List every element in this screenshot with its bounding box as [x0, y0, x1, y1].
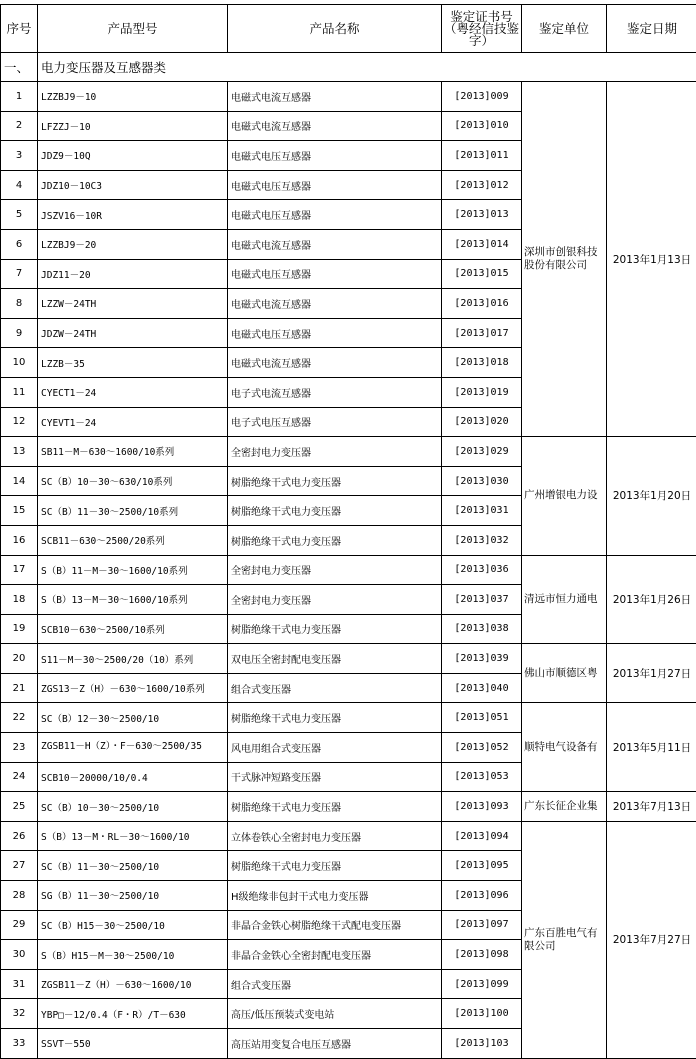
row-model: SC（B）H15－30～2500/10 [38, 910, 228, 940]
category-row [1, 53, 696, 82]
row-seq: 32 [1, 999, 38, 1029]
row-cert-number: [2013]053 [442, 762, 522, 792]
row-model: S（B）H15－M－30～2500/10 [38, 940, 228, 970]
row-cert-number: [2013]031 [442, 496, 522, 526]
row-model: ZGS13－Z（H）－630～1600/10系列 [38, 673, 228, 703]
row-seq: 10 [1, 348, 38, 378]
row-cert-number: [2013]016 [442, 289, 522, 319]
row-seq: 23 [1, 733, 38, 763]
row-product-name: 电磁式电压互感器 [228, 170, 442, 200]
row-seq: 33 [1, 1029, 38, 1059]
header-cert: 鉴定证书号（粤经信技鉴字） [442, 5, 522, 53]
row-model: SC（B）12－30～2500/10 [38, 703, 228, 733]
row-product-name: 电磁式电压互感器 [228, 259, 442, 289]
row-seq: 21 [1, 673, 38, 703]
header-seq: 序号 [1, 5, 38, 53]
row-seq: 28 [1, 881, 38, 911]
row-model: LZZW－24TH [38, 289, 228, 319]
row-model: S（B）13－M・RL－30～1600/10 [38, 821, 228, 851]
header-unit: 鉴定单位 [522, 5, 607, 53]
row-cert-number: [2013]032 [442, 525, 522, 555]
row-product-name: H级绝缘非包封干式电力变压器 [228, 881, 442, 911]
row-product-name: 电磁式电压互感器 [228, 200, 442, 230]
row-product-name: 树脂绝缘干式电力变压器 [228, 496, 442, 526]
row-cert-number: [2013]014 [442, 229, 522, 259]
row-cert-number: [2013]103 [442, 1029, 522, 1059]
row-product-name: 全密封电力变压器 [228, 555, 442, 585]
row-cert-number: [2013]012 [442, 170, 522, 200]
row-seq: 11 [1, 377, 38, 407]
row-cert-number: [2013]020 [442, 407, 522, 437]
row-product-name: 电磁式电流互感器 [228, 348, 442, 378]
row-model: JDZ11－20 [38, 259, 228, 289]
row-product-name: 组合式变压器 [228, 673, 442, 703]
table-row [1, 644, 696, 674]
category-number: 一、 [1, 53, 38, 82]
row-seq: 6 [1, 229, 38, 259]
row-appraisal-unit: 佛山市顺德区粤 [522, 644, 607, 703]
row-model: SC（B）10－30～2500/10 [38, 792, 228, 822]
row-seq: 2 [1, 111, 38, 141]
row-cert-number: [2013]098 [442, 940, 522, 970]
row-seq: 3 [1, 141, 38, 171]
row-cert-number: [2013]030 [442, 466, 522, 496]
row-cert-number: [2013]009 [442, 82, 522, 112]
row-seq: 9 [1, 318, 38, 348]
row-product-name: 双电压全密封配电变压器 [228, 644, 442, 674]
row-model: LZZB－35 [38, 348, 228, 378]
row-model: LZZBJ9－10 [38, 82, 228, 112]
row-product-name: 非晶合金铁心树脂绝缘干式配电变压器 [228, 910, 442, 940]
row-seq: 25 [1, 792, 38, 822]
row-appraisal-unit: 深圳市创银科技股份有限公司 [522, 82, 607, 437]
row-model: CYEVT1－24 [38, 407, 228, 437]
row-appraisal-unit: 广东百胜电气有限公司 [522, 821, 607, 1058]
row-seq: 1 [1, 82, 38, 112]
row-appraisal-date: 2013年1月20日 [607, 437, 696, 555]
category-title: 电力变压器及互感器类 [38, 53, 696, 82]
header-date: 鉴定日期 [607, 5, 696, 53]
row-seq: 8 [1, 289, 38, 319]
row-model: SCB10－630～2500/10系列 [38, 614, 228, 644]
row-appraisal-unit: 广东长征企业集 [522, 792, 607, 822]
row-cert-number: [2013]037 [442, 585, 522, 615]
row-model: ZGSB11－H（Z）・F－630～2500/35 [38, 733, 228, 763]
row-seq: 31 [1, 969, 38, 999]
row-cert-number: [2013]036 [442, 555, 522, 585]
row-product-name: 电磁式电流互感器 [228, 111, 442, 141]
row-seq: 13 [1, 437, 38, 467]
row-product-name: 树脂绝缘干式电力变压器 [228, 851, 442, 881]
table-row [1, 82, 696, 112]
header-model: 产品型号 [38, 5, 228, 53]
row-cert-number: [2013]015 [442, 259, 522, 289]
row-seq: 19 [1, 614, 38, 644]
row-appraisal-date: 2013年1月26日 [607, 555, 696, 644]
row-model: SCB11－630～2500/20系列 [38, 525, 228, 555]
row-model: SC（B）11－30～2500/10系列 [38, 496, 228, 526]
row-appraisal-date: 2013年1月27日 [607, 644, 696, 703]
row-product-name: 电子式电流互感器 [228, 377, 442, 407]
row-cert-number: [2013]040 [442, 673, 522, 703]
row-product-name: 组合式变压器 [228, 969, 442, 999]
row-product-name: 全密封电力变压器 [228, 585, 442, 615]
row-seq: 5 [1, 200, 38, 230]
row-model: SG（B）11－30～2500/10 [38, 881, 228, 911]
row-seq: 29 [1, 910, 38, 940]
row-product-name: 树脂绝缘干式电力变压器 [228, 525, 442, 555]
row-seq: 7 [1, 259, 38, 289]
row-product-name: 树脂绝缘干式电力变压器 [228, 792, 442, 822]
row-cert-number: [2013]017 [442, 318, 522, 348]
row-cert-number: [2013]051 [442, 703, 522, 733]
row-product-name: 电磁式电流互感器 [228, 289, 442, 319]
row-product-name: 干式脉冲短路变压器 [228, 762, 442, 792]
table-row [1, 792, 696, 822]
row-product-name: 全密封电力变压器 [228, 437, 442, 467]
row-cert-number: [2013]094 [442, 821, 522, 851]
row-seq: 30 [1, 940, 38, 970]
row-seq: 18 [1, 585, 38, 615]
row-cert-number: [2013]093 [442, 792, 522, 822]
row-cert-number: [2013]052 [442, 733, 522, 763]
row-cert-number: [2013]039 [442, 644, 522, 674]
row-seq: 24 [1, 762, 38, 792]
row-cert-number: [2013]019 [442, 377, 522, 407]
row-appraisal-date: 2013年1月13日 [607, 82, 696, 437]
row-product-name: 树脂绝缘干式电力变压器 [228, 466, 442, 496]
row-product-name: 立体卷铁心全密封电力变压器 [228, 821, 442, 851]
row-product-name: 高压/低压预装式变电站 [228, 999, 442, 1029]
row-cert-number: [2013]010 [442, 111, 522, 141]
row-model: SC（B）10－30～630/10系列 [38, 466, 228, 496]
row-product-name: 树脂绝缘干式电力变压器 [228, 614, 442, 644]
row-cert-number: [2013]013 [442, 200, 522, 230]
row-appraisal-unit: 广州增银电力设 [522, 437, 607, 555]
row-model: JDZW－24TH [38, 318, 228, 348]
row-seq: 17 [1, 555, 38, 585]
row-model: SC（B）11－30～2500/10 [38, 851, 228, 881]
table-row [1, 437, 696, 467]
row-appraisal-unit: 顺特电气设备有 [522, 703, 607, 792]
row-model: SSVT－550 [38, 1029, 228, 1059]
row-product-name: 电磁式电压互感器 [228, 318, 442, 348]
row-cert-number: [2013]011 [442, 141, 522, 171]
row-product-name: 非晶合金铁心全密封配电变压器 [228, 940, 442, 970]
row-product-name: 树脂绝缘干式电力变压器 [228, 703, 442, 733]
header-name: 产品名称 [228, 5, 442, 53]
row-product-name: 电子式电压互感器 [228, 407, 442, 437]
row-model: CYECT1－24 [38, 377, 228, 407]
row-seq: 14 [1, 466, 38, 496]
row-seq: 12 [1, 407, 38, 437]
row-model: JDZ9－10Q [38, 141, 228, 171]
table-row [1, 703, 696, 733]
row-model: S（B）11－M－30～1600/10系列 [38, 555, 228, 585]
table-row [1, 555, 696, 585]
row-cert-number: [2013]097 [442, 910, 522, 940]
row-cert-number: [2013]099 [442, 969, 522, 999]
row-model: JSZV16－10R [38, 200, 228, 230]
row-seq: 15 [1, 496, 38, 526]
row-cert-number: [2013]018 [442, 348, 522, 378]
row-product-name: 电磁式电压互感器 [228, 141, 442, 171]
row-seq: 16 [1, 525, 38, 555]
row-cert-number: [2013]029 [442, 437, 522, 467]
row-cert-number: [2013]038 [442, 614, 522, 644]
row-appraisal-date: 2013年5月11日 [607, 703, 696, 792]
row-model: JDZ10－10C3 [38, 170, 228, 200]
row-cert-number: [2013]100 [442, 999, 522, 1029]
row-seq: 27 [1, 851, 38, 881]
row-appraisal-date: 2013年7月27日 [607, 821, 696, 1058]
row-appraisal-date: 2013年7月13日 [607, 792, 696, 822]
row-model: S11－M－30～2500/20（10）系列 [38, 644, 228, 674]
row-seq: 22 [1, 703, 38, 733]
row-product-name: 风电用组合式变压器 [228, 733, 442, 763]
row-appraisal-unit: 清远市恒力通电 [522, 555, 607, 644]
row-model: ZGSB11－Z（H）－630～1600/10 [38, 969, 228, 999]
row-model: S（B）13－M－30～1600/10系列 [38, 585, 228, 615]
row-cert-number: [2013]095 [442, 851, 522, 881]
row-model: YBP□－12/0.4（F・R）/T－630 [38, 999, 228, 1029]
appraisal-table [0, 4, 696, 1059]
row-seq: 4 [1, 170, 38, 200]
table-row [1, 821, 696, 851]
row-product-name: 电磁式电流互感器 [228, 229, 442, 259]
row-product-name: 高压站用变复合电压互感器 [228, 1029, 442, 1059]
row-model: LFZZJ－10 [38, 111, 228, 141]
row-seq: 20 [1, 644, 38, 674]
row-model: LZZBJ9－20 [38, 229, 228, 259]
row-model: SB11－M－630～1600/10系列 [38, 437, 228, 467]
header-row [1, 5, 696, 53]
row-seq: 26 [1, 821, 38, 851]
row-cert-number: [2013]096 [442, 881, 522, 911]
row-product-name: 电磁式电流互感器 [228, 82, 442, 112]
row-model: SCB10－20000/10/0.4 [38, 762, 228, 792]
